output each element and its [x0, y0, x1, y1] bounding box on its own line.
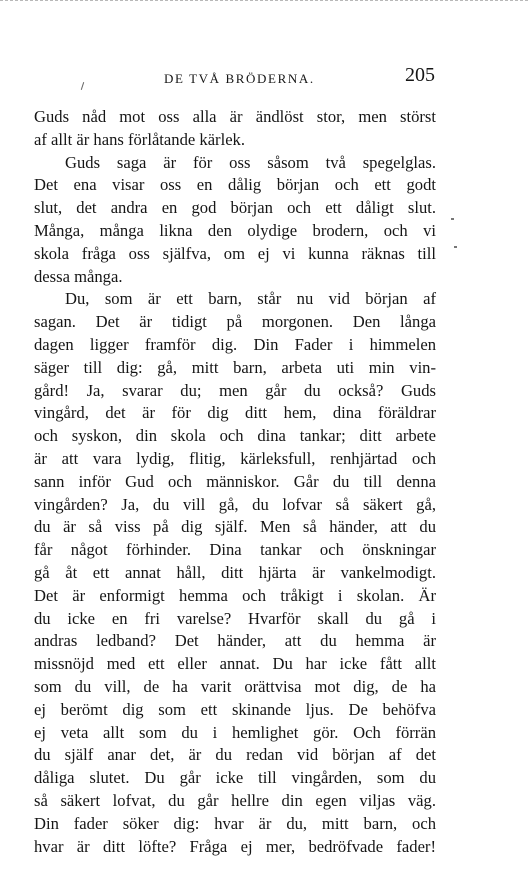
text-line: Det är enformigt hemma och tråkigt i skolan. Är: [34, 585, 436, 605]
text-line: af allt är hans förlåtande kärlek.: [34, 129, 246, 149]
text-line: säger till dig: gå, mitt barn, arbeta uti min vin-: [34, 357, 436, 377]
text-line: är att vara lydig, flitig, kärleksfull, renhjärtad och: [34, 448, 436, 468]
text-line: du själf anar det, är du redan vid början af det: [34, 745, 436, 765]
text-line: dåliga slutet. Du går icke till vingården, som du: [34, 768, 436, 788]
text-line: dessa många.: [34, 266, 123, 286]
text-line: ej berömt dig som ett skinande ljus. De behöfva: [34, 699, 436, 719]
page-body-text: [34, 106, 436, 858]
page-number: 205: [405, 64, 435, 86]
text-line: gå åt ett annat håll, ditt hjärta är vankelmodigt.: [34, 562, 436, 582]
text-line: missnöjd med ett eller annat. Du har icke fått allt: [34, 654, 436, 674]
margin-speck: [451, 218, 454, 220]
text-line: Guds nåd mot oss alla är ändlöst stor, men störst: [34, 107, 436, 126]
text-line: Guds saga är för oss såsom två spegelglas.: [65, 152, 436, 172]
text-line: vingård, det är för dig ditt hem, dina föräldrar: [34, 403, 436, 423]
text-line: sagan. Det är tidigt på morgonen. Den långa: [34, 312, 436, 332]
running-header: [34, 64, 434, 92]
text-line: gård! Ja, svarar du; men går du också? Guds: [34, 380, 436, 400]
text-line: Det ena visar oss en dålig början och ett godt: [34, 175, 436, 195]
margin-speck: [454, 246, 457, 248]
text-line: Du, som är ett barn, står nu vid början af: [65, 289, 436, 309]
text-line: du är så viss på dig själf. Men så händer, att du: [34, 517, 436, 537]
top-scan-edge: [0, 0, 528, 1]
text-line: slut, det andra en god början och ett dåligt slut.: [34, 198, 436, 218]
text-line: du icke en fri varelse? Hvarför skall du gå i: [34, 608, 436, 628]
text-line: ej veta allt som du i hemlighet gör. Och förrän: [34, 722, 436, 742]
text-line: Din fader söker dig: hvar är du, mitt barn, och: [34, 813, 436, 833]
text-line: vingården? Ja, du vill gå, du lofvar så säkert gå,: [34, 494, 436, 514]
text-line: som du vill, de ha varit orättvisa mot dig, de ha: [34, 676, 436, 696]
text-line: skola fråga oss själfva, om ej vi kunna räknas till: [34, 243, 436, 263]
text-line: så säkert lofvat, du går hellre din egen viljas väg.: [34, 790, 436, 810]
text-line: andras ledband? Det händer, att du hemma är: [34, 631, 436, 651]
text-line: får något förhinder. Dina tankar och önskningar: [34, 540, 436, 560]
text-line: Många, många likna den olydige brodern, och vi: [34, 220, 436, 240]
text-line: dagen ligger framför dig. Din Fader i himmelen: [34, 334, 436, 354]
running-head-title: DE TVÅ BRÖDERNA.: [164, 71, 315, 86]
text-line: och syskon, din skola och dina tankar; ditt arbete: [34, 426, 436, 446]
text-line: sann inför Gud och människor. Går du till denna: [34, 471, 436, 491]
text-line: hvar är ditt löfte? Fråga ej mer, bedröfvade fader!: [34, 836, 436, 856]
